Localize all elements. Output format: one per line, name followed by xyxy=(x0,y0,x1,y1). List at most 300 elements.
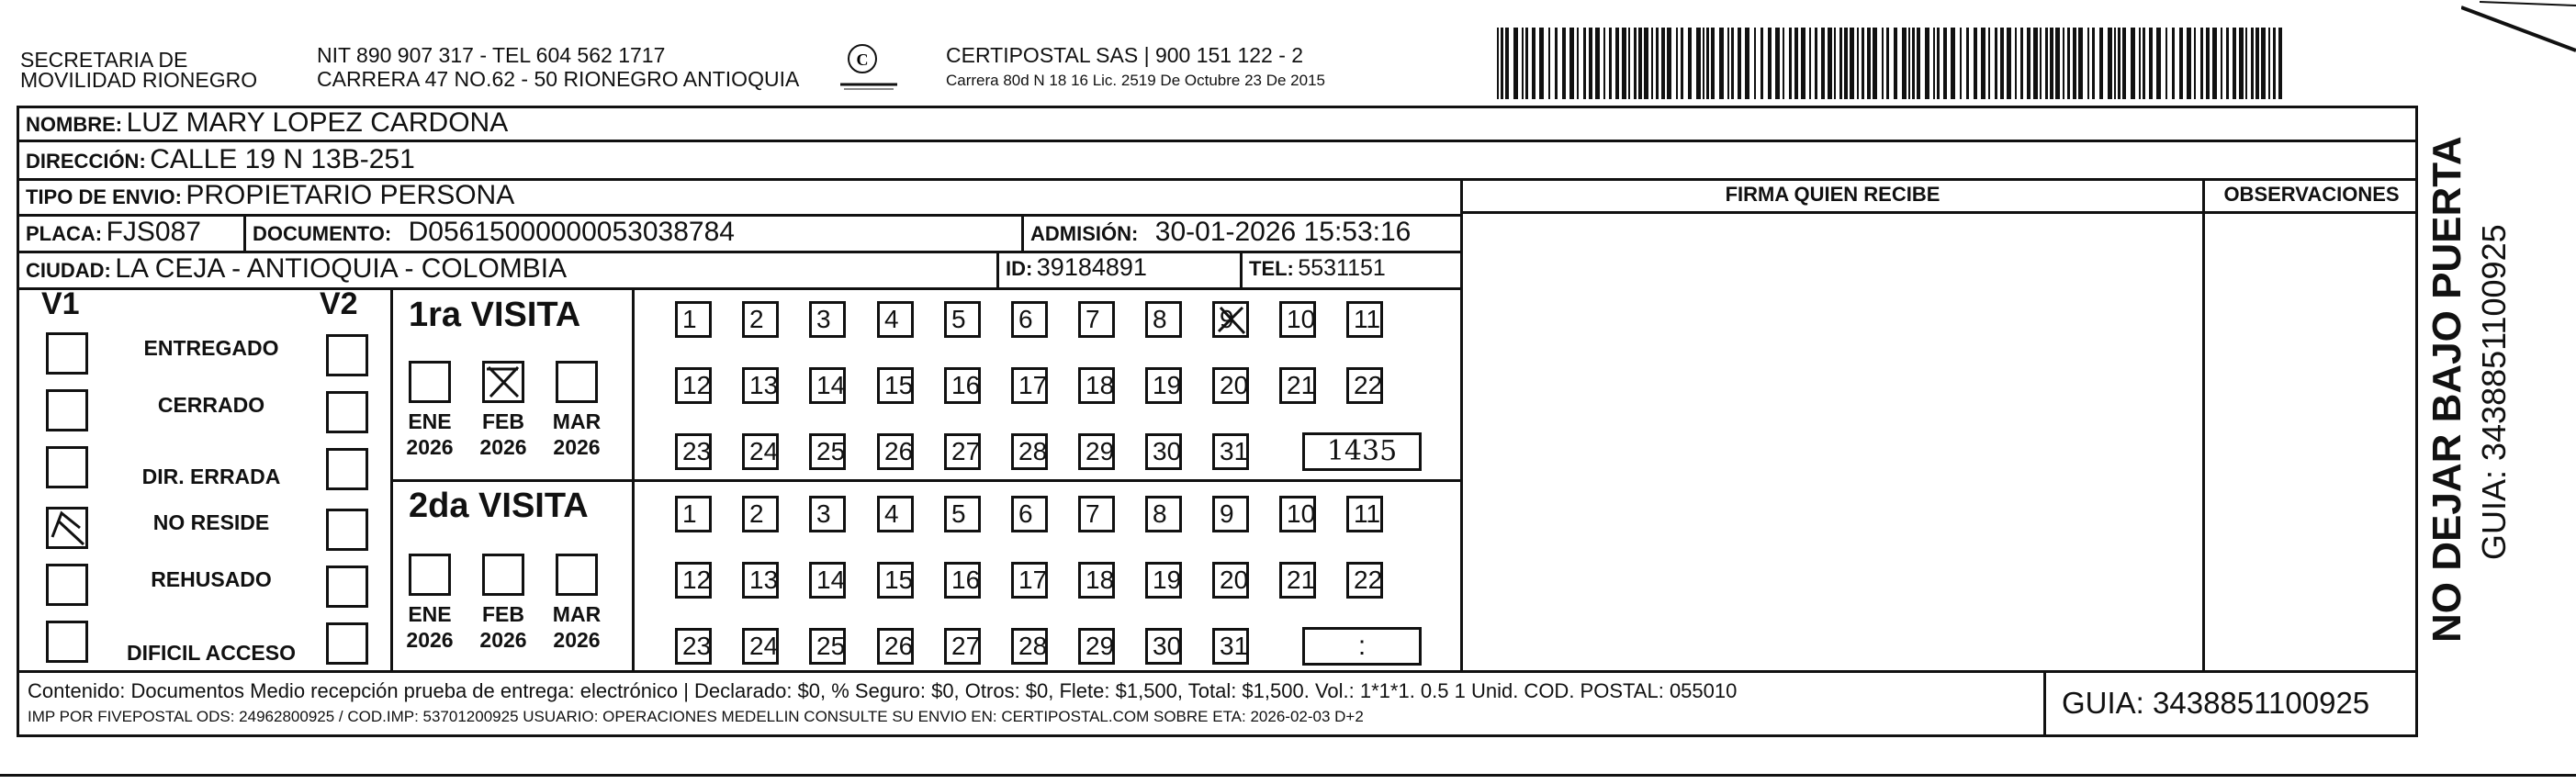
first-visit-day-box[interactable] xyxy=(1279,367,1316,404)
side-no-dejar: NO DEJAR BAJO PUERTA xyxy=(2424,136,2469,643)
barcode-bar xyxy=(1882,28,1884,99)
barcode-bar xyxy=(2040,28,2042,99)
barcode-bar xyxy=(1622,28,1626,99)
first-visit-day-box[interactable] xyxy=(1145,367,1182,404)
second-visit-day-box[interactable] xyxy=(1212,496,1249,532)
month-name: ENE xyxy=(408,409,452,433)
second-visit-day-box[interactable] xyxy=(1078,628,1115,665)
barcode-bar xyxy=(2261,28,2266,99)
second-visit-day-box[interactable] xyxy=(1346,562,1383,599)
second-visit-day-box[interactable] xyxy=(944,628,981,665)
first-visit-month-checkbox[interactable] xyxy=(556,361,598,403)
barcode-bar xyxy=(2050,28,2053,99)
day-number: 19 xyxy=(1153,371,1182,399)
second-visit-day-box[interactable] xyxy=(1078,562,1115,599)
day-number: 9 xyxy=(1220,305,1234,333)
second-visit-day-box[interactable] xyxy=(809,496,846,532)
documento-value: D05615000000053038784 xyxy=(408,217,735,247)
first-visit-day-box[interactable] xyxy=(1279,301,1316,338)
barcode-bar xyxy=(2212,28,2217,99)
barcode-bar xyxy=(1569,28,1574,99)
barcode-bar xyxy=(1902,28,1907,99)
first-visit-title: 1ra VISITA xyxy=(409,296,581,334)
divider xyxy=(996,253,999,287)
month-name: MAR xyxy=(552,409,602,433)
day-number: 28 xyxy=(1018,437,1048,465)
nombre-value: LUZ MARY LOPEZ CARDONA xyxy=(126,107,509,138)
row-line xyxy=(1463,211,2418,214)
second-visit-month-checkbox[interactable] xyxy=(409,554,451,596)
barcode-bar xyxy=(1634,28,1637,99)
barcode-icon xyxy=(1497,28,2287,99)
barcode-bar xyxy=(1857,28,1859,99)
day-number: 29 xyxy=(1086,632,1115,660)
barcode-bar xyxy=(1497,28,1499,99)
barcode-bar xyxy=(2067,28,2070,99)
side-guia: GUIA: 3438851100925 xyxy=(2475,224,2513,560)
barcode-bar xyxy=(2092,28,2095,99)
day-number: 16 xyxy=(951,371,981,399)
placa-value: FJS087 xyxy=(106,217,201,247)
day-number: 30 xyxy=(1153,632,1182,660)
day-number: 25 xyxy=(816,437,846,465)
month-year: 2026 xyxy=(553,628,601,652)
first-visit-day-box[interactable] xyxy=(809,301,846,338)
month-year: 2026 xyxy=(406,628,454,652)
day-number: 24 xyxy=(749,632,779,660)
barcode-bar xyxy=(1981,28,1985,99)
second-visit-day-box[interactable] xyxy=(1279,562,1316,599)
first-visit-day-box[interactable] xyxy=(809,433,846,470)
barcode-bar xyxy=(1815,28,1817,99)
footer-line xyxy=(17,670,2418,673)
divider xyxy=(390,479,1460,482)
id-row xyxy=(1006,253,1147,282)
barcode-bar xyxy=(2007,28,2011,99)
second-visit-day-box[interactable] xyxy=(1145,562,1182,599)
day-number: 22 xyxy=(1354,566,1383,594)
placa-row xyxy=(26,217,201,248)
second-visit-month-label xyxy=(398,601,462,653)
first-visit-day-box[interactable] xyxy=(1346,301,1383,338)
barcode-bar xyxy=(1886,28,1889,99)
barcode-bar xyxy=(1844,28,1848,99)
v1-checkbox[interactable] xyxy=(46,621,88,663)
second-visit-month-checkbox[interactable] xyxy=(556,554,598,596)
day-number: 11 xyxy=(1354,305,1381,333)
day-number: 12 xyxy=(682,371,712,399)
second-visit-day-box[interactable] xyxy=(742,562,779,599)
tipo-row xyxy=(26,180,514,211)
v2-checkbox[interactable] xyxy=(326,391,368,433)
documento-row xyxy=(253,217,735,248)
day-number: 26 xyxy=(884,632,914,660)
day-number: 14 xyxy=(816,371,846,399)
tipo-value: PROPIETARIO PERSONA xyxy=(186,180,515,210)
status-option-label: CERRADO xyxy=(157,393,265,417)
first-visit-day-box[interactable] xyxy=(742,433,779,470)
first-visit-month-label xyxy=(398,409,462,460)
v1-checkbox[interactable] xyxy=(46,446,88,488)
first-visit-day-box[interactable] xyxy=(1011,367,1048,404)
second-visit-day-box[interactable] xyxy=(1078,496,1115,532)
direccion-label: DIRECCIÓN: xyxy=(26,150,146,173)
second-visit-day-box[interactable] xyxy=(877,496,914,532)
barcode-bar xyxy=(1532,28,1535,99)
barcode-bar xyxy=(1555,28,1558,99)
first-visit-day-box[interactable] xyxy=(1011,301,1048,338)
day-number: 4 xyxy=(884,499,899,528)
day-number: 28 xyxy=(1018,632,1048,660)
barcode-bar xyxy=(2273,28,2276,99)
day-number: 2 xyxy=(749,305,764,333)
barcode-bar xyxy=(1539,28,1544,99)
barcode-bar xyxy=(1768,28,1772,99)
guia-footer: GUIA: 3438851100925 xyxy=(2062,686,2370,720)
barcode-bar xyxy=(1731,28,1734,99)
nombre-row xyxy=(26,107,508,139)
day-number: 22 xyxy=(1354,371,1383,399)
day-number: 14 xyxy=(816,566,846,594)
first-visit-month-checkbox[interactable] xyxy=(482,361,524,403)
day-number: 7 xyxy=(1086,499,1100,528)
day-number: 10 xyxy=(1287,305,1316,333)
barcode-bar xyxy=(2239,28,2244,99)
second-visit-day-box[interactable] xyxy=(1279,496,1316,532)
v2-checkbox[interactable] xyxy=(326,509,368,551)
v2-checkbox[interactable] xyxy=(326,622,368,665)
day-number: 17 xyxy=(1018,566,1048,594)
second-visit-day-box[interactable] xyxy=(675,562,712,599)
first-visit-day-box[interactable] xyxy=(944,367,981,404)
barcode-bar xyxy=(1595,28,1600,99)
barcode-bar xyxy=(1738,28,1741,99)
second-visit-month-label xyxy=(471,601,535,653)
barcode-bar xyxy=(2108,28,2112,99)
bottom-edge xyxy=(0,774,2576,777)
v2-checkbox[interactable] xyxy=(326,448,368,490)
row-line xyxy=(17,140,2418,142)
barcode-bar xyxy=(2206,28,2210,99)
barcode-bar xyxy=(1760,28,1763,99)
barcode-bar xyxy=(2187,28,2191,99)
tipo-label: TIPO DE ENVIO: xyxy=(26,185,182,208)
second-visit-day-box[interactable] xyxy=(1011,628,1048,665)
barcode-bar xyxy=(1505,28,1509,99)
barcode-bar xyxy=(1988,28,1990,99)
tel-label: TEL: xyxy=(1249,257,1294,280)
second-visit-day-box[interactable] xyxy=(1011,562,1048,599)
barcode-bar xyxy=(1960,28,1962,99)
second-visit-day-box[interactable] xyxy=(877,562,914,599)
first-visit-day-box[interactable] xyxy=(1212,367,1249,404)
contenido-text: Contenido: Documentos Medio recepción prueba de entrega: electrónico | Declarado: $0, % Seguro: $0, Otros: $0, Flete: $1,500, Total: $1,500. Vol.: 1*1*1. 0.5 1 Unid. COD. POSTAL: 055010 xyxy=(28,679,1738,702)
first-visit-day-box[interactable] xyxy=(675,433,712,470)
barcode-bar xyxy=(2000,28,2004,99)
first-visit-day-box[interactable] xyxy=(675,301,712,338)
barcode-bar xyxy=(2087,28,2089,99)
first-visit-day-box[interactable] xyxy=(742,301,779,338)
status-option-label: DIFICIL ACCESO xyxy=(126,641,296,665)
day-number: 12 xyxy=(682,566,712,594)
firma-header: FIRMA QUIEN RECIBE xyxy=(1725,183,1940,206)
barcode-bar xyxy=(2172,28,2175,99)
day-check-mark-icon xyxy=(1215,304,1248,344)
day-number: 10 xyxy=(1287,499,1316,528)
barcode-bar xyxy=(1656,28,1659,99)
barcode-bar xyxy=(1706,28,1709,99)
v2-checkbox[interactable] xyxy=(326,334,368,376)
second-visit-day-box[interactable] xyxy=(742,628,779,665)
second-visit-title: 2da VISITA xyxy=(409,487,589,525)
barcode-bar xyxy=(1754,28,1756,99)
day-number: 9 xyxy=(1220,499,1234,528)
barcode-bar xyxy=(2122,28,2126,99)
month-year: 2026 xyxy=(553,435,601,459)
divider xyxy=(1240,253,1243,287)
second-visit-day-box[interactable] xyxy=(809,562,846,599)
barcode-bar xyxy=(1783,28,1784,99)
barcode-bar xyxy=(2221,28,2222,99)
second-visit-day-box[interactable] xyxy=(675,628,712,665)
first-visit-day-box[interactable] xyxy=(944,433,981,470)
first-visit-day-box[interactable] xyxy=(877,367,914,404)
divider xyxy=(243,217,246,251)
id-value: 39184891 xyxy=(1036,253,1147,281)
day-number: 3 xyxy=(816,499,831,528)
v1-checkbox[interactable] xyxy=(46,332,88,375)
barcode-bar xyxy=(1589,28,1592,99)
day-number: 30 xyxy=(1153,437,1182,465)
day-number: 4 xyxy=(884,305,899,333)
first-visit-day-box[interactable] xyxy=(877,301,914,338)
month-name: ENE xyxy=(408,602,452,626)
day-number: 1 xyxy=(682,305,697,333)
barcode-bar xyxy=(1711,28,1715,99)
day-number: 23 xyxy=(682,632,712,660)
barcode-bar xyxy=(2278,28,2282,99)
barcode-bar xyxy=(1908,28,1910,99)
barcode-bar xyxy=(2179,28,2183,99)
second-visit-day-box[interactable] xyxy=(944,562,981,599)
barcode-bar xyxy=(1951,28,1955,99)
first-visit-day-box[interactable] xyxy=(1145,433,1182,470)
certipostal-logo-icon xyxy=(831,40,905,95)
day-number: 8 xyxy=(1153,305,1167,333)
barcode-bar xyxy=(1745,28,1749,99)
day-number: 15 xyxy=(884,371,914,399)
day-number: 8 xyxy=(1153,499,1167,528)
barcode-bar xyxy=(1501,28,1503,99)
day-number: 25 xyxy=(816,632,846,660)
barcode-bar xyxy=(1583,28,1586,99)
barcode-bar xyxy=(2149,28,2153,99)
day-number: 6 xyxy=(1018,305,1033,333)
barcode-bar xyxy=(1644,28,1648,99)
day-number: 13 xyxy=(749,371,779,399)
first-visit-day-box[interactable] xyxy=(1078,301,1115,338)
barcode-bar xyxy=(1727,28,1729,99)
barcode-bar xyxy=(1862,28,1864,99)
divider xyxy=(2043,670,2046,737)
barcode-bar xyxy=(1522,28,1524,99)
barcode-bar xyxy=(2194,28,2196,99)
ciudad-value: LA CEJA - ANTIOQUIA - COLOMBIA xyxy=(115,253,568,284)
second-visit-day-box[interactable] xyxy=(1145,496,1182,532)
barcode-bar xyxy=(1661,28,1665,99)
second-visit-day-box[interactable] xyxy=(809,628,846,665)
v2-label: V2 xyxy=(320,286,358,321)
secretaria-line2: MOVILIDAD RIONEGRO xyxy=(20,68,258,92)
barcode-bar xyxy=(2078,28,2083,99)
barcode-bar xyxy=(1775,28,1780,99)
barcode-bar xyxy=(1850,28,1854,99)
direccion-value: CALLE 19 N 13B-251 xyxy=(150,144,415,174)
barcode-bar xyxy=(2255,28,2259,99)
first-visit-day-box[interactable] xyxy=(944,301,981,338)
secretaria-line1: SECRETARIA DE xyxy=(20,48,188,72)
barcode-bar xyxy=(1995,28,1997,99)
day-number: 5 xyxy=(951,499,966,528)
v1-checkbox[interactable] xyxy=(46,389,88,431)
month-name: FEB xyxy=(482,409,524,433)
admision-value: 30-01-2026 15:53:16 xyxy=(1154,217,1412,247)
barcode-bar xyxy=(2015,28,2017,99)
barcode-bar xyxy=(1974,28,1977,99)
barcode-bar xyxy=(1789,28,1792,99)
ciudad-label: CIUDAD: xyxy=(26,259,111,282)
barcode-bar xyxy=(1603,28,1605,99)
day-number: 1 xyxy=(682,499,697,528)
day-number: 19 xyxy=(1153,566,1182,594)
barcode-bar xyxy=(2131,28,2135,99)
barcode-bar xyxy=(1966,28,1969,99)
month-name: MAR xyxy=(552,602,602,626)
barcode-bar xyxy=(1867,28,1871,99)
first-visit-day-box[interactable] xyxy=(1011,433,1048,470)
second-visit-day-box[interactable] xyxy=(877,628,914,665)
first-visit-day-box[interactable] xyxy=(1346,367,1383,404)
second-visit-day-box[interactable] xyxy=(944,496,981,532)
month-year: 2026 xyxy=(479,628,527,652)
first-visit-day-box[interactable] xyxy=(675,367,712,404)
first-visit-day-box[interactable] xyxy=(1212,301,1249,338)
barcode-bar xyxy=(1681,28,1683,99)
first-visit-time-box[interactable]: 1435 xyxy=(1302,432,1422,471)
first-visit-day-box[interactable] xyxy=(1145,301,1182,338)
barcode-bar xyxy=(1667,28,1671,99)
barcode-bar xyxy=(1943,28,1947,99)
second-visit-day-box[interactable] xyxy=(1212,562,1249,599)
barcode-bar xyxy=(2165,28,2167,99)
barcode-bar xyxy=(2020,28,2023,99)
barcode-bar xyxy=(1828,28,1832,99)
day-number: 21 xyxy=(1287,371,1316,399)
day-number: 11 xyxy=(1354,499,1381,528)
barcode-bar xyxy=(2063,28,2064,99)
first-visit-day-box[interactable] xyxy=(809,367,846,404)
barcode-bar xyxy=(2268,28,2270,99)
v2-checkbox[interactable] xyxy=(326,566,368,608)
row-line xyxy=(17,287,1463,290)
barcode-bar xyxy=(2045,28,2048,99)
second-visit-day-box[interactable] xyxy=(1145,628,1182,665)
barcode-bar xyxy=(1688,28,1692,99)
documento-label: DOCUMENTO: xyxy=(253,222,392,245)
day-number: 15 xyxy=(884,566,914,594)
day-number: 26 xyxy=(884,437,914,465)
divider xyxy=(1460,178,1463,670)
second-visit-month-label xyxy=(545,601,609,653)
barcode-bar xyxy=(2156,28,2161,99)
barcode-bar xyxy=(1894,28,1897,99)
first-visit-month-label xyxy=(471,409,535,460)
barcode-bar xyxy=(1801,28,1805,99)
second-visit-day-box[interactable] xyxy=(1346,496,1383,532)
svg-text:C: C xyxy=(856,50,869,69)
first-visit-day-box[interactable] xyxy=(877,433,914,470)
barcode-bar xyxy=(1513,28,1518,99)
day-number: 17 xyxy=(1018,371,1048,399)
barcode-bar xyxy=(1525,28,1528,99)
second-visit-month-checkbox[interactable] xyxy=(482,554,524,596)
second-visit-time-box[interactable]: : xyxy=(1302,627,1422,666)
first-visit-day-box[interactable] xyxy=(1078,433,1115,470)
v1-label: V1 xyxy=(41,286,80,321)
barcode-bar xyxy=(2245,28,2247,99)
barcode-bar xyxy=(1719,28,1724,99)
v1-checkbox[interactable] xyxy=(46,564,88,606)
barcode-bar xyxy=(2099,28,2103,99)
barcode-bar xyxy=(2033,28,2038,99)
barcode-bar xyxy=(2226,28,2229,99)
barcode-bar xyxy=(1839,28,1842,99)
day-number: 24 xyxy=(749,437,779,465)
day-number: 2 xyxy=(749,499,764,528)
second-visit-day-box[interactable] xyxy=(742,496,779,532)
day-number: 7 xyxy=(1086,305,1100,333)
barcode-bar xyxy=(1912,28,1915,99)
barcode-bar xyxy=(1937,28,1940,99)
second-visit-day-box[interactable] xyxy=(675,496,712,532)
v1-checkbox[interactable] xyxy=(46,507,88,549)
day-number: 5 xyxy=(951,305,966,333)
barcode-bar xyxy=(2139,28,2141,99)
address-text: CARRERA 47 NO.62 - 50 RIONEGRO ANTIOQUIA xyxy=(317,67,800,91)
placa-label: PLACA: xyxy=(26,222,103,245)
first-visit-day-box[interactable] xyxy=(742,367,779,404)
barcode-bar xyxy=(2055,28,2060,99)
second-visit-day-box[interactable] xyxy=(1011,496,1048,532)
barcode-bar xyxy=(1696,28,1701,99)
first-visit-day-box[interactable] xyxy=(1078,367,1115,404)
imp-text: IMP POR FIVEPOSTAL ODS: 24962800925 / COD.IMP: 53701200925 USUARIO: OPERACIONES MEDELLIN CONSULTE SU ENVIO EN: CERTIPOSTAL.COM SOBRE ETA: 2026-02-03 D+2 xyxy=(28,708,1364,725)
barcode-bar xyxy=(2118,28,2120,99)
divider xyxy=(1021,217,1024,251)
barcode-bar xyxy=(1917,28,1920,99)
day-number: 20 xyxy=(1220,371,1249,399)
first-visit-day-box[interactable] xyxy=(1212,433,1249,470)
day-number: 31 xyxy=(1220,632,1249,660)
barcode-bar xyxy=(1562,28,1566,99)
second-visit-day-box[interactable] xyxy=(1212,628,1249,665)
barcode-bar xyxy=(1628,28,1630,99)
barcode-bar xyxy=(1933,28,1935,99)
first-visit-month-checkbox[interactable] xyxy=(409,361,451,403)
day-number: 6 xyxy=(1018,499,1033,528)
day-number: 23 xyxy=(682,437,712,465)
empresa-text: CERTIPOSTAL SAS | 900 151 122 - 2 xyxy=(946,43,1304,67)
